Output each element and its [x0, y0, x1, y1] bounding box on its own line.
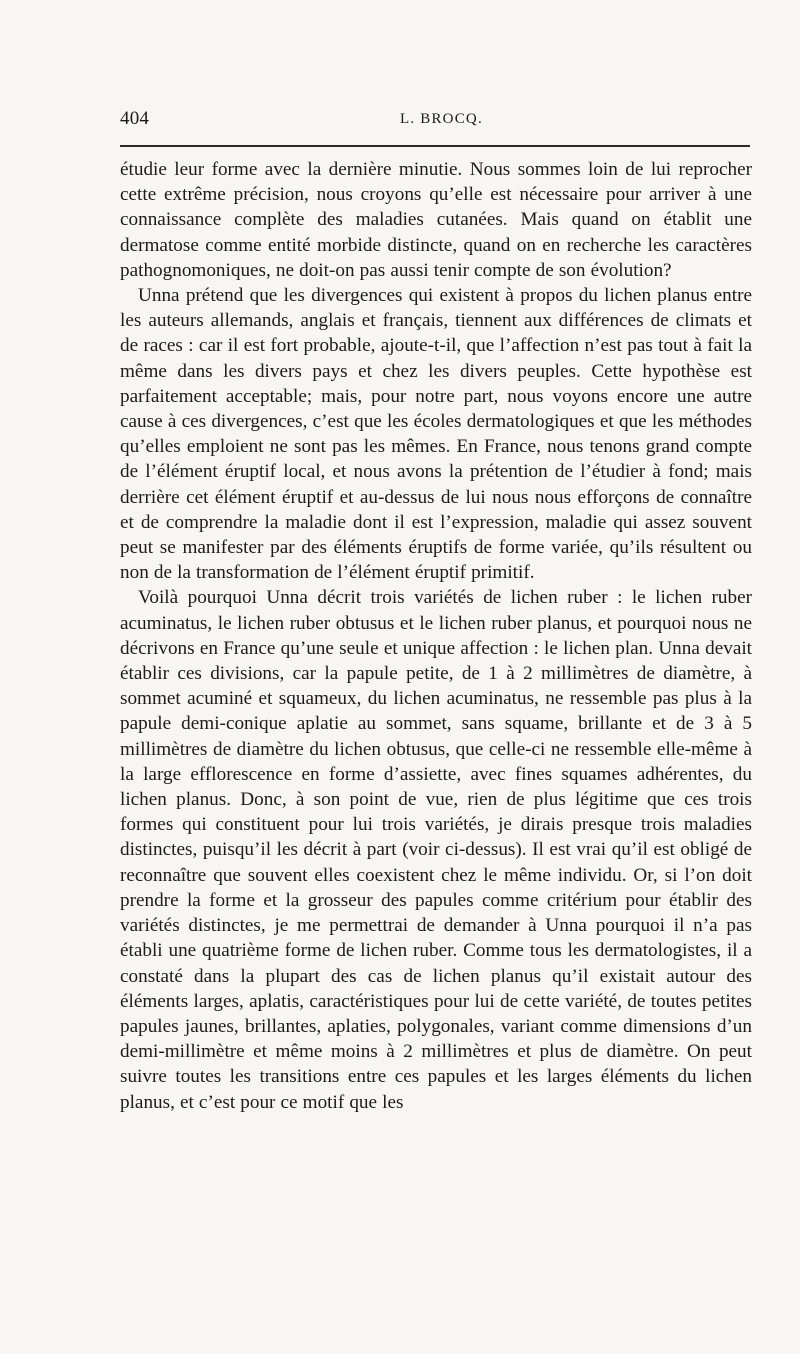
paragraph-3: Voilà pourquoi Unna décrit trois variétés de lichen ruber : le lichen ruber acuminatus, le lichen ruber obtusus et le lichen ruber planus, et pourquoi nous ne décrivons en France qu’une seule et unique affection : le lichen plan. Unna devait établir ces divisions, car la papule petite, de 1 à 2 millimètres de diamètre, à sommet acuminé et squameux, du lichen acuminatus, ne ressemble pas plus à la papule demi-conique aplatie au sommet, sans squame, brillante et de 3 à 5 millimètres de diamètre du lichen obtusus, que celle-ci ne ressemble elle-même à la large efflorescence en forme d’assiette, avec fines squames adhérentes, du lichen planus. Donc, à son point de vue, rien de plus légitime que ces trois formes qui constituent pour lui trois variétés, je dirais presque trois maladies distinctes, puisqu’il les décrit à part (voir ci-dessus). Il est vrai qu’il est obligé de reconnaître que souvent elles coexistent chez le même individu. Or, si l’on doit prendre la forme et la grosseur des papules comme critérium pour établir des variétés distinctes, je me permettrai de demander à Unna pourquoi il n’a pas établi une quatrième forme de lichen ruber. Comme tous les dermatologistes, il a constaté dans la plupart des cas de lichen planus qu’il existait autour des éléments larges, aplatis, caractéristiques pour lui de cette variété, de toutes petites papules jaunes, brillantes, aplaties, polygonales, variant comme dimensions d’un demi-millimètre et même moins à 2 millimètres et plus de diamètre. On peut suivre toutes les transitions entre ces papules et les larges éléments du lichen planus, et c’est pour ce motif que les: [120, 587, 752, 1113]
paragraph-2: Unna prétend que les divergences qui existent à propos du lichen planus entre les auteurs allemands, anglais et français, tiennent aux différences de climats et de races : car il est fort probable, ajoute-t-il, que l’affection n’est pas tout à fait la même dans les divers pays et chez les divers peuples. Cette hypothèse est parfaitement acceptable; mais, pour notre part, nous voyons encore une autre cause à ces divergences, c’est que les écoles dermatologiques et que les méthodes qu’elles emploient ne sont pas les mêmes. En France, nous tenons grand compte de l’élément éruptif local, et nous avons la prétention de l’étudier à fond; mais derrière cet élément éruptif et au-dessus de lui nous nous efforçons de connaître et de comprendre la maladie dont il est l’expression, maladie qui assez souvent peut se manifester par des éléments éruptifs de forme variée, qu’ils résultent ou non de la transformation de l’élément éruptif primitif.: [120, 285, 752, 584]
page-number: 404: [120, 108, 150, 129]
body-text: [120, 157, 752, 1115]
page-header: [120, 108, 750, 138]
running-head: L. BROCQ.: [400, 111, 483, 127]
paragraph-1: étudie leur forme avec la dernière minutie. Nous sommes loin de lui reprocher cette extrême précision, nous croyons qu’elle est nécessaire pour arriver à une connaissance complète des maladies cutanées. Mais quand on établit une dermatose comme entité morbide distincte, quand on en recherche les caractères pathognomoniques, ne doit-on pas aussi tenir compte de son évolution?: [120, 159, 752, 281]
header-rule: [120, 145, 750, 147]
